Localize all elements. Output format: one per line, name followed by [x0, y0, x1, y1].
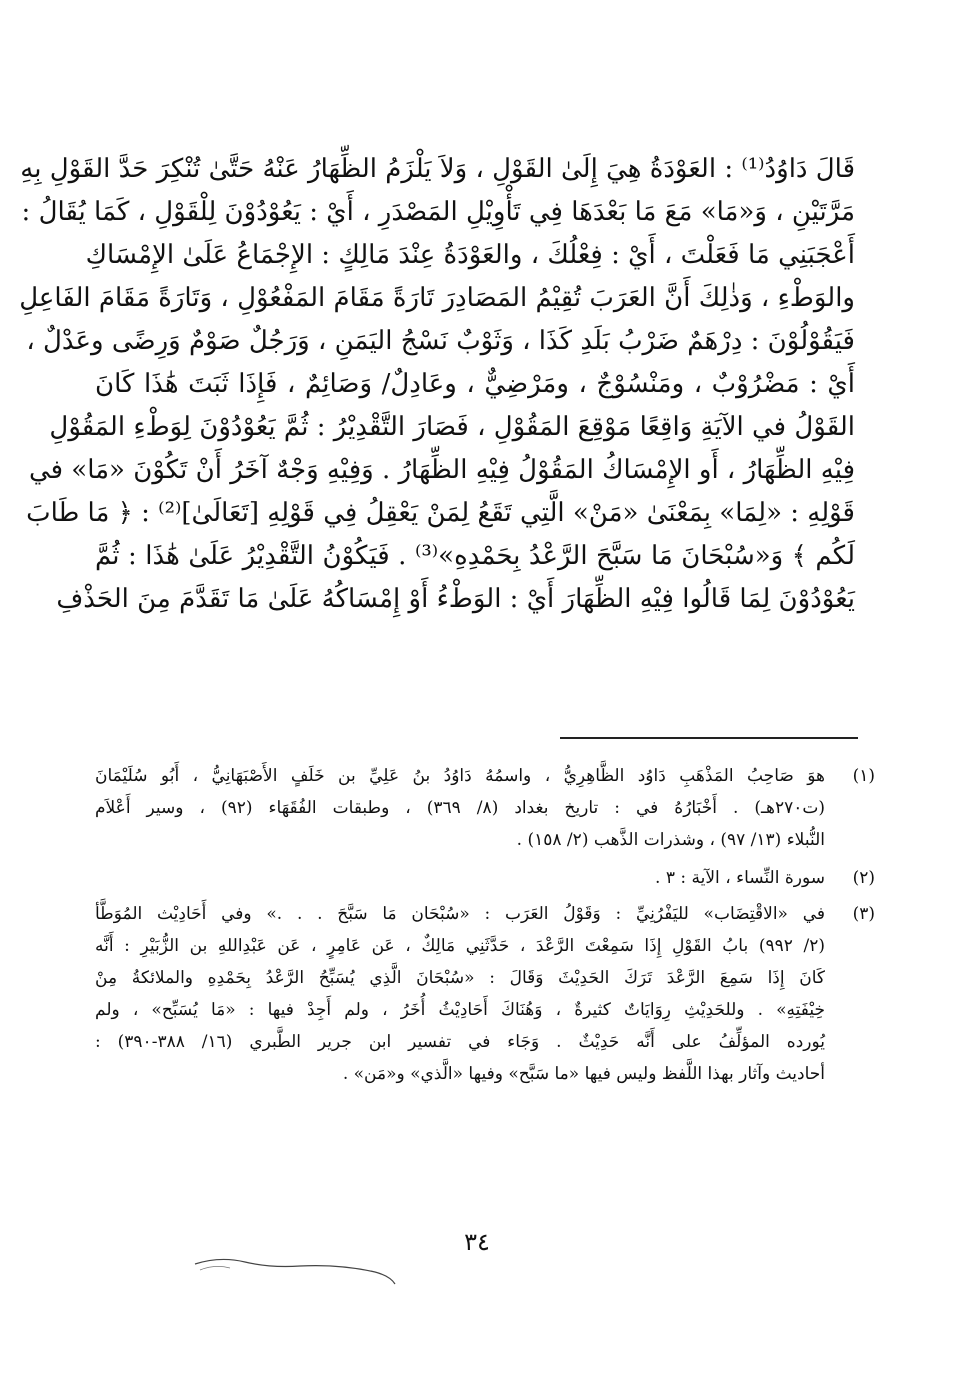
- main-text-line: والوَطْءِ ، وَذٰلِكَ أَنَّ العَرَبَ تُقِيْمُ المَصَادِرَ تَارَةً مَقَامَ المَفْعُوْلِ ، وَتَارَةً مَقَامَ الفَاعِلِ: [19, 283, 855, 313]
- main-text-line: أَعْجَبَنِي مَا فَعَلْتَ ، أَيْ : فِعْلُكَ ، والعَوْدَةُ عِنْدَ مَالِكٍ : الإِجْمَاعُ عَلَىٰ الإِمْسَاكِ: [85, 240, 855, 270]
- main-text-line: يَعُوْدُوْنَ لِمَا قَالُوا فِيْهِ الظِّهَارَ أَيْ : الوَطْءُ أَوْ إِمْسَاكُهُ عَلَىٰ مَا تَقَدَّمَ مِنَ الحَذْفِ: [56, 584, 855, 614]
- footnote-line: سورة النِّساء ، الآية : ٣ .: [655, 868, 825, 888]
- footnote-line: هوَ صَاحِبُ المَذْهَبِ دَاوُد الظَّاهِرِيُّ ، واسمُهُ دَاوُدُ بنُ عَلِيِّ بن خَلَفٍ الأَصْبَهَانِيُّ ، أَبُو سُلَيْمَانَ: [95, 766, 825, 786]
- main-text-line: القَوْلُ في الآيَةِ وَاقِعًا مَوْقِعَ المَقُوْلِ ، فَصَارَ التَّقْدِيْرُ : ثُمَّ يَعُوْدُوْنَ لِوَطْءِ المَقُوْلِ: [49, 412, 855, 442]
- footnote-line: خِيْفَتِهِ» . وللحَدِيْثِ رِوَايَاتٌ كثيرةٌ ، وَهُنَاكَ أَحَادِيْثُ أُخَرُ ، ولم أَجِدْ فيها : «مَا يُسَبِّح» ، ولم: [95, 1000, 825, 1020]
- footnote-line: (ت٢٧٠هـ) . أَخْبَارُهُ في : تاريخ بغداد (٨/ ٣٦٩) ، وطبقات الفُقَهَاء (٩٢) ، وسير أَعْلاَم: [95, 798, 825, 818]
- pen-scribble: [190, 1250, 410, 1290]
- footnote-body: [95, 760, 825, 856]
- main-text-line: فَيَقُوْلُوْنَ : دِرْهَمٌ ضَرْبُ بَلَدِ كَذَا ، وَثَوْبٌ نَسْجُ اليَمَنِ ، وَرَجُلٌ صَوْمٌ وَرِضًى وعَدْلٌ ،: [26, 326, 855, 356]
- footnote-body: [95, 898, 825, 1090]
- footnote-line: النُّبلاء (١٣/ ٩٧) ، وشذرات الذَّهب (٢/ ١٥٨) .: [516, 830, 825, 850]
- footnote-number: (١): [852, 766, 875, 786]
- footnote-line: كَانَ إِذَا سَمِعَ الرَّعْدَ تَرَكَ الحَدِيْثَ وَقَالَ : «سُبْحَانَ الَّذِي يُسَبِّحُ الرَّعْدُ بِحَمْدِهِ والملائكةُ مِنْ: [95, 968, 825, 988]
- main-text: [19, 148, 856, 621]
- page-number: ٣٤: [464, 1228, 490, 1256]
- main-text-line: فِيْهِ الظِّهَارُ ، أَو الإِمْسَاكُ المَقُوْلُ فِيْهِ الظِّهَارُ . وَفِيْهِ وَجْهٌ آخَرُ أَنْ تَكُوْنَ «مَا» في: [28, 455, 855, 485]
- footnote-line: (٢/ ٩٩٢) بابُ القَوْلِ إِذَا سَمِعْتَ الرَّعْدَ ، حَدَّثَنِي مَالِكٌ ، عَن عَامِرٍ ، عَن عَبْدِاللهِ بن الزُّبَيْرِ : أَنَّه: [95, 936, 825, 956]
- main-text-line: قَوْلِهِ : «لِمَا» بِمَعْنَىٰ «مَنْ» الَّتِي تَقَعُ لِمَنْ يَعْقِلُ فِي قَوْلِهِ [تَعَالَىٰ]⁽²⁾ : ﴿ مَا طَابَ: [26, 498, 855, 528]
- main-text-line: قَالَ دَاوُدُ⁽¹⁾ : العَوْدَةُ هِيَ إِلَىٰ القَوْلِ ، وَلاَ يَلْزَمُ الظِّهَارُ عَنْهُ حَتَّىٰ تُنْكِرَ حَدَّ القَوْلِ بِهِ: [20, 154, 855, 184]
- footnote-separator: [560, 737, 858, 739]
- footnotes: [95, 760, 875, 1090]
- footnote-number: (٣): [852, 904, 875, 924]
- footnote-line: في «الاقْتِضَاب» لليَفْرُنِيِّ : وَقَوْلُ العَرَب : «سُبْحَان مَا سَبَّحَ . . .» وفي أَحَادِيْث المُوَطَّأ: [95, 904, 825, 924]
- main-text-line: أَيْ : مَضْرُوْبٌ ، ومَنْسُوْجٌ ، ومَرْضِيٌّ ، وعَادِلٌ/ وَصَائِمٌ ، فَإِذَا ثَبَتَ هَٰذَا كَانَ: [95, 369, 855, 399]
- main-text-line: لَكُم ﴾ وَ«سُبْحَانَ مَا سَبَّحَ الرَّعْدُ بِحَمْدِهِ»⁽³⁾ . فَيَكُوْنُ التَّقْدِيْرُ عَلَىٰ هَٰذَا : ثُمَّ: [95, 541, 856, 571]
- footnote-2: [95, 862, 875, 898]
- footnote-number: (٢): [852, 868, 875, 888]
- footnote-3: [95, 898, 875, 1090]
- main-text-line: مَرَّتَيْنِ ، وَ«مَا» مَعَ مَا بَعْدَهَا فِي تَأْوِيْلِ المَصْدَرِ ، أَيْ : يَعُوْدُوْنَ لِلْقَوْلِ ، كَمَا يُقَالُ :: [21, 197, 855, 227]
- footnote-line: يُورده المؤلِّفُ على أَنَّه حَدِيْثٌ . وَجَاء في تفسير ابن جرير الطَّبري (١٦/ ٣٨٨-٣٩٠) :: [95, 1032, 826, 1052]
- footnote-1: [95, 760, 875, 862]
- footnote-line: أحاديث وآثار بهذا اللَّفظ وليس فيها «ما سَبَّح» وفيها «الَّذي» و«مَن» .: [342, 1064, 825, 1084]
- footnote-body: [95, 862, 825, 894]
